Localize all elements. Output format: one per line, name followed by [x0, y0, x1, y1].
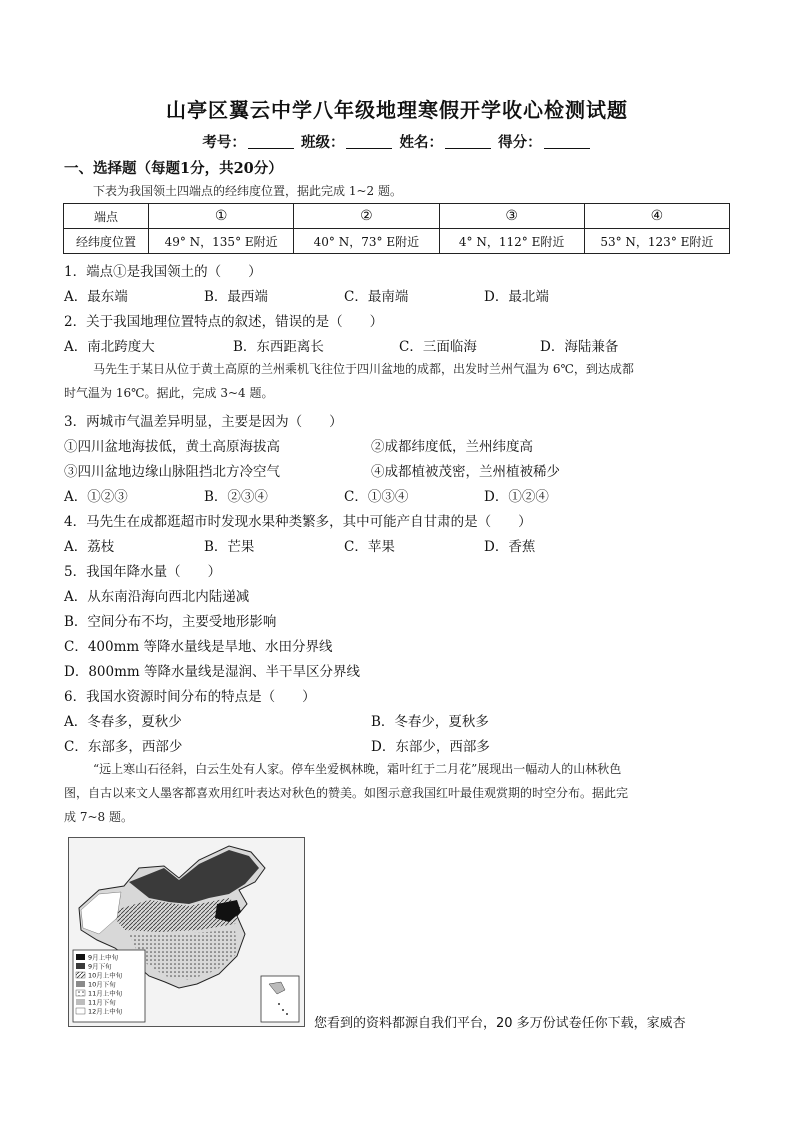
table-row	[64, 229, 730, 254]
class-label: 班级：	[300, 134, 345, 151]
option[interactable]: D．①②④	[484, 489, 549, 505]
option[interactable]: C．东部多，西部少	[64, 739, 183, 755]
intro-2-line-2: 时气温为 16℃。据此，完成 3~4 题。	[64, 386, 274, 400]
legend-label: 12月上中旬	[88, 1007, 123, 1016]
option[interactable]: A．南北跨度大	[64, 339, 155, 355]
statement: ④成都植被茂密，兰州植被稀少	[371, 464, 560, 480]
table-cell: 40° N，73° E附近	[294, 229, 439, 254]
option[interactable]: D．最北端	[484, 289, 549, 305]
option[interactable]: D．东部少，西部多	[371, 739, 490, 755]
table-cell: 端点	[64, 204, 149, 229]
table-cell: ④	[584, 204, 729, 229]
exam-no-label: 考号：	[202, 134, 246, 151]
question-4-stem: 4．马先生在成都逛超市时发现水果种类繁多，其中可能产自甘肃的是（ ）	[64, 514, 532, 530]
map-drawing	[69, 838, 304, 1026]
score-blank[interactable]	[544, 134, 590, 149]
statement: ①四川盆地海拔低，黄土高原海拔高	[64, 439, 280, 455]
intro-3-line-2: 图，自古以来文人墨客都喜欢用红叶表达对秋色的赞美。如图示意我国红叶最佳观赏期的时空分布。据此完	[64, 786, 629, 800]
footer-note: 您看到的资料都源自我们平台，20 多万份试卷任你下载，家威杏	[314, 1016, 686, 1031]
exam-no-blank[interactable]	[248, 134, 294, 149]
red-leaf-map	[68, 837, 305, 1027]
table-cell: 经纬度位置	[64, 229, 149, 254]
coordinates-table	[63, 203, 730, 254]
option[interactable]: C．三面临海	[399, 339, 477, 355]
table-cell: 53° N，123° E附近	[584, 229, 729, 254]
table-cell: 4° N，112° E附近	[439, 229, 584, 254]
option[interactable]: A．冬春多，夏秋少	[64, 714, 182, 730]
option[interactable]: A．荔枝	[64, 539, 115, 555]
table-cell: 49° N，135° E附近	[149, 229, 294, 254]
option[interactable]: D．海陆兼备	[540, 339, 619, 355]
question-5-stem: 5．我国年降水量（ ）	[64, 564, 222, 580]
option[interactable]: A．最东端	[64, 289, 128, 305]
legend-label: 11月上中旬	[88, 989, 123, 998]
score-label: 得分：	[498, 134, 542, 151]
option[interactable]: A．从东南沿海向西北内陆递减	[64, 589, 250, 605]
name-label: 姓名：	[399, 134, 444, 151]
name-blank[interactable]	[445, 134, 491, 149]
option[interactable]: C．①③④	[344, 489, 409, 505]
legend-label: 9月上中旬	[88, 953, 119, 962]
question-2-stem: 2．关于我国地理位置特点的叙述，错误的是（ ）	[64, 314, 384, 330]
intro-3-line-1: “远上寒山石径斜，白云生处有人家。停车坐爱枫林晚，霜叶红于二月花”展现出一幅动人的山林秋色	[93, 762, 622, 776]
question-3-stem: 3．两城市气温差异明显，主要是因为（ ）	[64, 414, 343, 430]
table-cell: ②	[294, 204, 439, 229]
page-title: 山亭区翼云中学八年级地理寒假开学收心检测试题	[166, 98, 628, 122]
option[interactable]: B．空间分布不均，主要受地形影响	[64, 614, 277, 630]
option[interactable]: D．香蕉	[484, 539, 536, 555]
section-heading: 一、选择题（每题1分，共20分）	[64, 160, 283, 177]
option[interactable]: A．①②③	[64, 489, 128, 505]
question-6-stem: 6．我国水资源时间分布的特点是（ ）	[64, 689, 316, 705]
statement: ②成都纬度低，兰州纬度高	[371, 439, 533, 455]
intro-2-line-1: 马先生于某日从位于黄土高原的兰州乘机飞往位于四川盆地的成都，出发时兰州气温为 6℃，到达成都	[93, 362, 634, 376]
option[interactable]: B．芒果	[204, 539, 255, 555]
option[interactable]: B．最西端	[204, 289, 268, 305]
class-blank[interactable]	[346, 134, 392, 149]
legend-label: 11月下旬	[88, 998, 116, 1007]
question-1-stem: 1．端点①是我国领土的（ ）	[64, 264, 262, 280]
intro-3-line-3: 成 7~8 题。	[64, 810, 133, 824]
option[interactable]: D．800mm 等降水量线是湿润、半干旱区分界线	[64, 664, 360, 680]
legend-label: 10月上中旬	[88, 971, 123, 980]
option[interactable]: C．400mm 等降水量线是旱地、水田分界线	[64, 639, 333, 655]
statement: ③四川盆地边缘山脉阻挡北方冷空气	[64, 464, 280, 480]
option[interactable]: C．最南端	[344, 289, 409, 305]
student-info-line	[0, 131, 794, 152]
option[interactable]: C．苹果	[344, 539, 395, 555]
option[interactable]: B．②③④	[204, 489, 268, 505]
intro-1: 下表为我国领土四端点的经纬度位置，据此完成 1~2 题。	[93, 184, 402, 198]
legend-label: 9月下旬	[88, 962, 112, 971]
legend-label: 10月下旬	[88, 980, 116, 989]
table-cell: ①	[149, 204, 294, 229]
option[interactable]: B．东西距离长	[233, 339, 324, 355]
table-cell: ③	[439, 204, 584, 229]
table-header-row	[64, 204, 730, 229]
option[interactable]: B．冬春少，夏秋多	[371, 714, 489, 730]
